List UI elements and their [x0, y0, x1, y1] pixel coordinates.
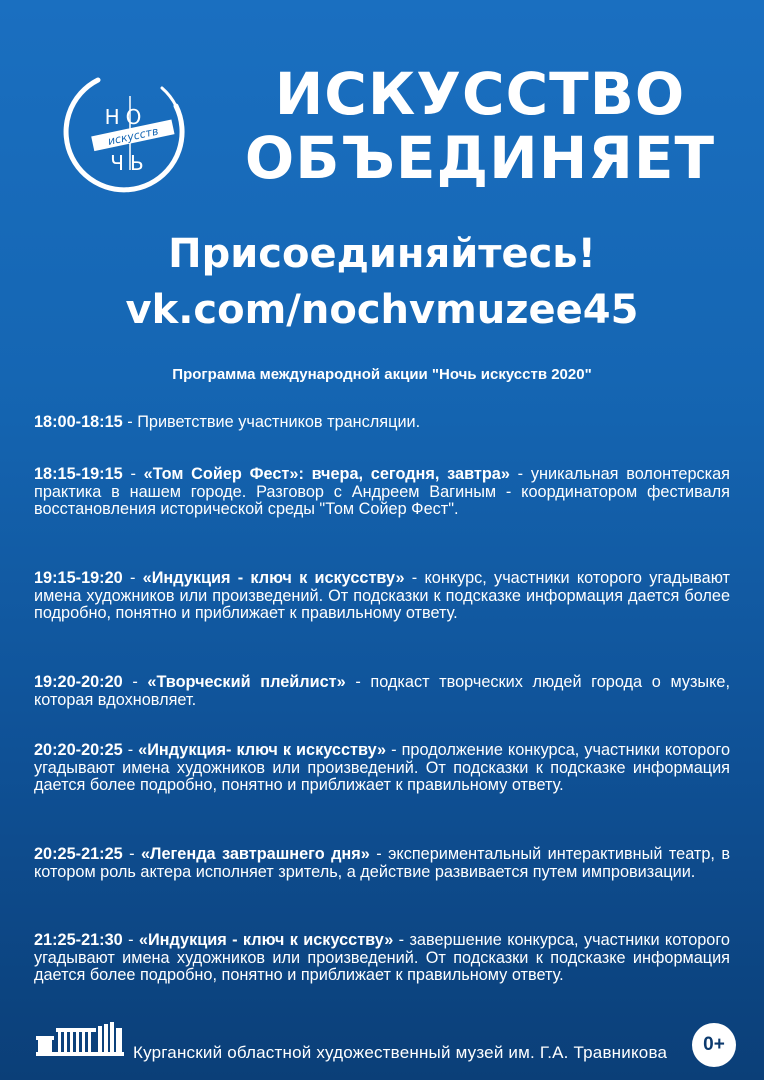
museum-building-icon: [36, 1022, 124, 1058]
event-description: - экспериментальный интерактивный театр, в котором роль актера исполняет зритель, а действие развивается путем импровизации.: [34, 845, 730, 881]
program-event: [34, 466, 730, 519]
event-title: «Индукция - ключ к искусству»: [138, 931, 394, 949]
event-title: «Индукция- ключ к искусству»: [138, 741, 387, 759]
event-description: - завершение конкурса, участники которого угадывают имена художников или произведений. От подсказки к подсказке информация дается более подробно, понятно и приближает к правильному ответу.: [34, 931, 730, 985]
logo-top-text: НО: [104, 105, 148, 129]
join-text: Присоединяйтесь!: [168, 231, 596, 277]
event-separator: -: [122, 673, 148, 691]
program-event: [34, 570, 730, 623]
event-separator: -: [122, 931, 139, 949]
headline-line-2: ОБЪЕДИНЯЕТ: [244, 124, 716, 192]
headline: [220, 62, 740, 190]
program-title: Программа международной акции "Ночь искусств 2020": [172, 366, 592, 383]
event-time: 20:20-20:25: [34, 741, 123, 759]
event-description: Приветствие участников трансляции.: [137, 413, 421, 431]
program-event: [34, 846, 730, 881]
event-separator: -: [122, 845, 141, 863]
event-description: - продолжение конкурса, участники которого угадывают имена художников или произведений. От подсказки к подсказке информация дается более подробно, понятно и приближает к правильному ответу.: [34, 741, 731, 795]
program-event: [34, 674, 730, 709]
event-title: «Легенда завтрашнего дня»: [140, 845, 370, 863]
program-event: [34, 742, 730, 795]
join-block: [0, 226, 764, 338]
event-time: 18:00-18:15: [34, 413, 123, 431]
event-time: 20:25-21:25: [34, 845, 123, 863]
event-time: 21:25-21:30: [34, 931, 123, 949]
event-description: - уникальная волонтерская практика в нашем городе. Разговор с Андреем Вагиным - координатором фестиваля восстановления исторической среды "Том Сойер Фест".: [34, 465, 730, 519]
event-description: - подкаст творческих людей города о музыке, которая вдохновляет.: [34, 673, 731, 709]
museum-name: Курганский областной художественный музей им. Г.А. Травникова: [133, 1043, 668, 1062]
headline-line-1: ИСКУССТВО: [274, 60, 686, 128]
event-title: «Индукция - ключ к искусству»: [142, 569, 405, 587]
program-event: [34, 932, 730, 985]
logo-middle-text: искусств: [106, 124, 160, 148]
event-time: 19:15-19:20: [34, 569, 123, 587]
event-separator: -: [122, 741, 139, 759]
event-description: - конкурс, участники которого угадывают имена художников или произведений. От подсказки к подсказке информация дается более подробно, понятно и приближает к правильному ответу.: [34, 569, 731, 623]
vk-link[interactable]: vk.com/nochvmuzee45: [125, 287, 639, 333]
age-rating-badge: 0+: [692, 1023, 736, 1067]
event-title: «Творческий плейлист»: [147, 673, 346, 691]
program-event: [34, 414, 730, 432]
event-separator: -: [122, 569, 143, 587]
logo-bottom-text: ЧЬ: [110, 151, 150, 175]
night-of-arts-logo: [58, 66, 194, 202]
event-title: «Том Сойер Фест»: вчера, сегодня, завтра»: [143, 465, 510, 483]
event-separator: -: [122, 465, 144, 483]
event-time: 19:20-20:20: [34, 673, 123, 691]
event-time: 18:15-19:15: [34, 465, 123, 483]
event-separator: -: [122, 413, 138, 431]
